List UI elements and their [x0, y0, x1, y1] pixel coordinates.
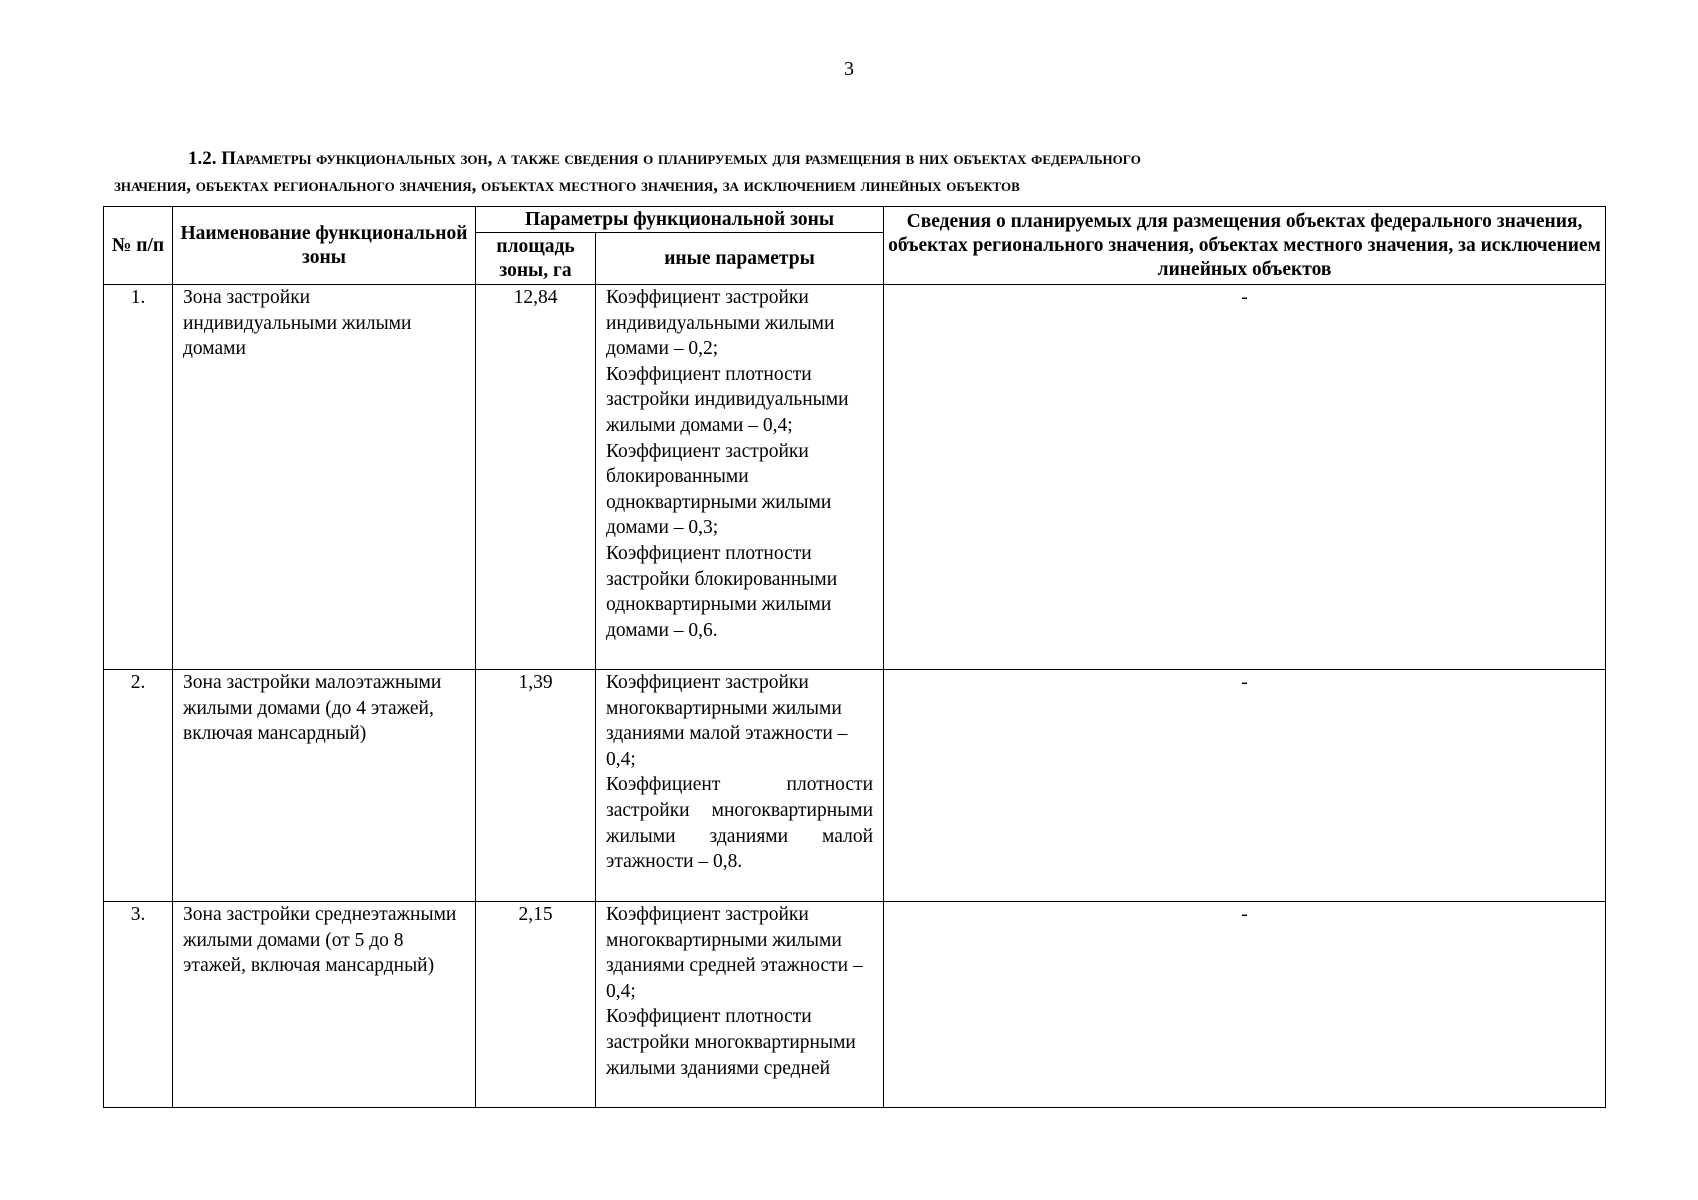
- param-item: Коэффициент застройки многоквартирными жилыми зданиями средней этажности – 0,4;: [606, 904, 863, 1002]
- zone-name: Зона застройки малоэтажными жилыми домами (до 4 этажей, включая мансардный): [173, 670, 476, 902]
- table-row: [104, 902, 1606, 1108]
- param-item: Коэффициент плотности застройки блокированными одноквартирными жилыми домами – 0,6.: [606, 542, 838, 641]
- page-number: 3: [844, 58, 854, 80]
- header-area: площадь зоны, га: [476, 233, 596, 285]
- section-number: 1.2.: [188, 148, 217, 169]
- row-number: 3.: [104, 902, 173, 1108]
- param-item: Коэффициент застройки индивидуальными жилыми домами – 0,2;: [606, 287, 835, 360]
- zone-params: [596, 285, 884, 670]
- table-row: [104, 285, 1606, 670]
- table-row: [104, 670, 1606, 902]
- zone-info: -: [884, 670, 1606, 902]
- zone-params: [596, 670, 884, 902]
- zone-info: -: [884, 285, 1606, 670]
- zone-info: -: [884, 902, 1606, 1108]
- zone-name: Зона застройки индивидуальными жилыми домами: [173, 285, 476, 670]
- zone-area: 2,15: [476, 902, 596, 1108]
- param-item: Коэффициент плотности застройки индивидуальными жилыми домами – 0,4;: [606, 363, 849, 436]
- section-title-line1: Параметры функциональных зон, а также сведения о планируемых для размещения в них объектах федерального: [221, 148, 1141, 169]
- param-item: Коэффициент застройки многоквартирными жилыми зданиями малой этажности – 0,4;: [606, 672, 848, 770]
- header-other-params: иные параметры: [596, 233, 884, 285]
- header-params-group: Параметры функциональной зоны: [476, 207, 884, 233]
- param-item: Коэффициент плотности застройки многоквартирными жилыми зданиями малой этажности – 0,8.: [606, 774, 874, 873]
- section-title-line2: значения, объектах регионального значения, объектах местного значения, за исключением линейных объектов: [114, 175, 1020, 196]
- header-num: № п/п: [104, 207, 173, 285]
- zone-area: 1,39: [476, 670, 596, 902]
- section-title: [114, 145, 1614, 199]
- row-number: 2.: [104, 670, 173, 902]
- header-zone-name: Наименование функциональной зоны: [173, 207, 476, 285]
- zone-area: 12,84: [476, 285, 596, 670]
- row-number: 1.: [104, 285, 173, 670]
- header-info: Сведения о планируемых для размещения объектах федерального значения, объектах регионального значения, объектах местного значения, за исключением линейных объектов: [884, 207, 1606, 285]
- zone-name: Зона застройки среднеэтажными жилыми домами (от 5 до 8 этажей, включая мансардный): [173, 902, 476, 1108]
- param-item: Коэффициент плотности застройки многоквартирными жилыми зданиями средней: [606, 1006, 856, 1079]
- param-item: Коэффициент застройки блокированными одноквартирными жилыми домами – 0,3;: [606, 440, 832, 539]
- functional-zones-table: [103, 206, 1606, 1108]
- zone-params: [596, 902, 884, 1108]
